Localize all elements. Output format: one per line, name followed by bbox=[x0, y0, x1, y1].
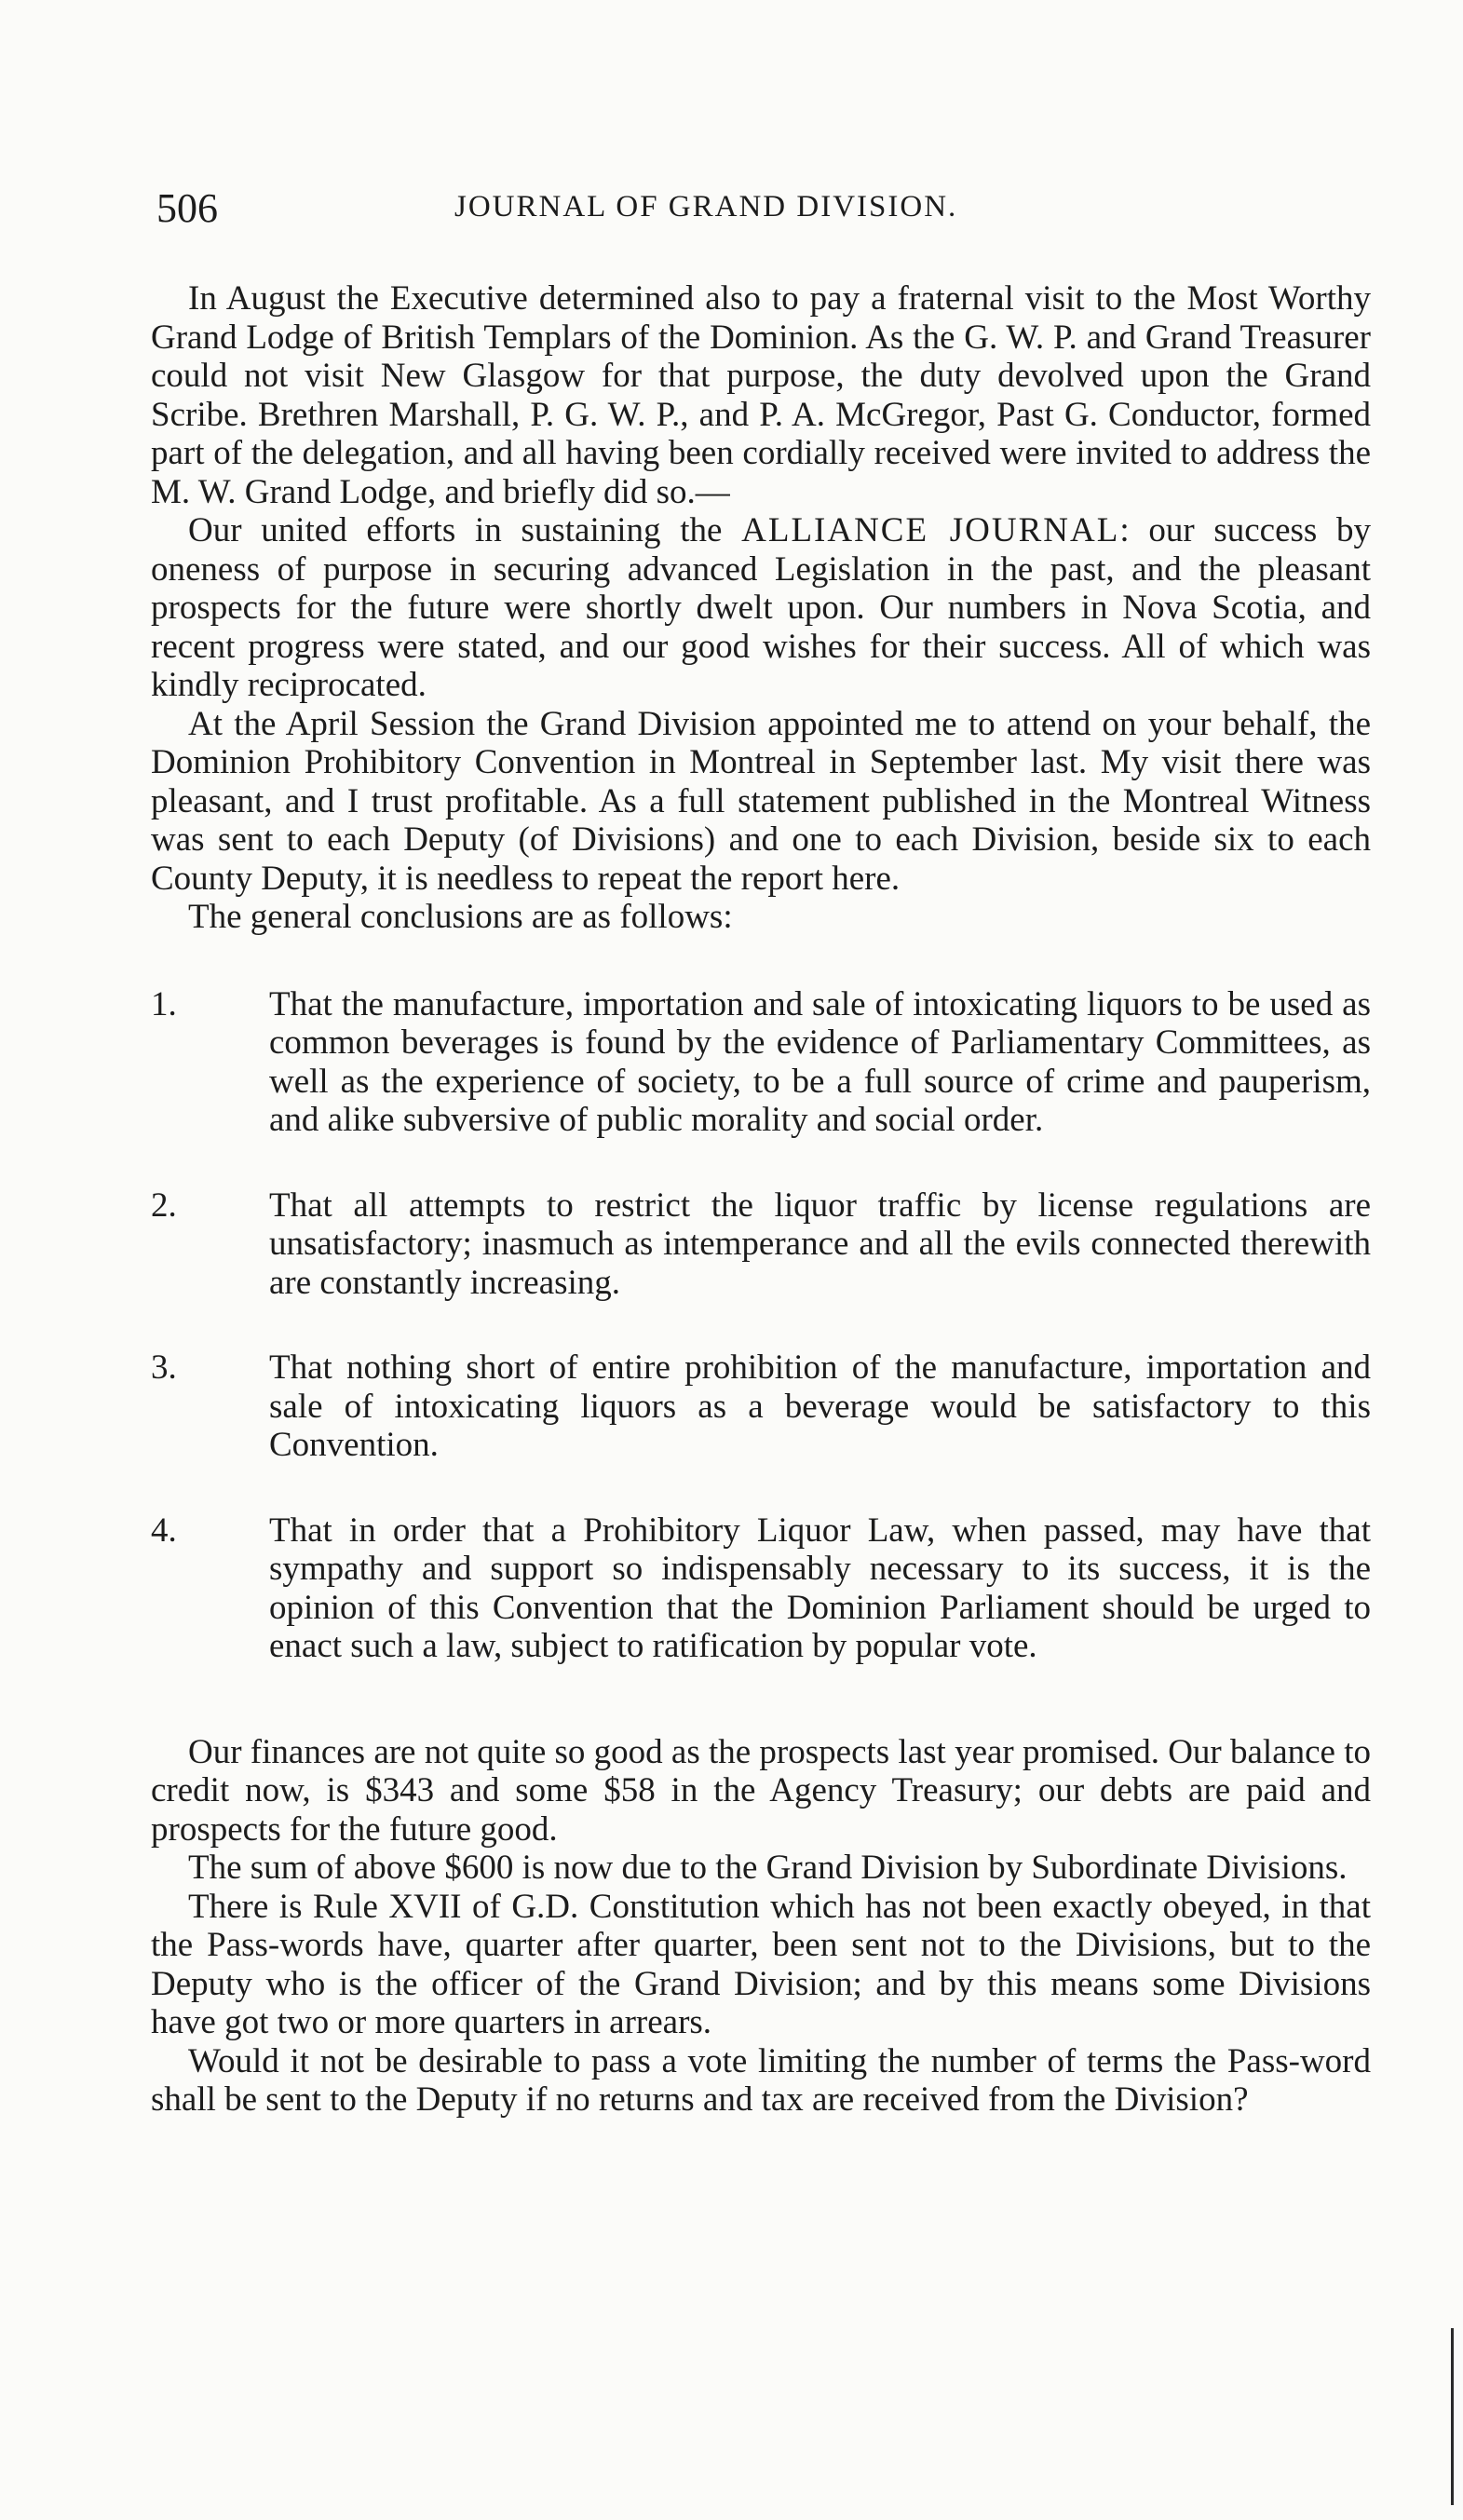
conclusion-number: 1. bbox=[151, 984, 177, 1023]
paragraph-password-vote: Would it not be desirable to pass a vote limiting the number of terms the Pass-word shall be sent to the Deputy if no returns and tax are received from the Division? bbox=[151, 2041, 1371, 2119]
paragraph-conclusions-intro: The general conclusions are as follows: bbox=[188, 898, 733, 936]
conclusion-text: That nothing short of entire prohibition of the manufacture, importation and sale of intoxicating liquors as a beverage would be satisfactory to this Convention. bbox=[269, 1348, 1371, 1464]
body-text bbox=[151, 279, 1371, 2120]
conclusion-text: That the manufacture, importation and sale of intoxicating liquors to be used as common beverages is found by the evidence of Parliamentary Committees, as well as the experience of society, to be a full source of crime and pauperism, and alike subversive of public morality and social order. bbox=[269, 984, 1371, 1139]
conclusion-text: That all attempts to restrict the liquor traffic by license regulations are unsatisfactory; inasmuch as intemperance and all the evils connected therewith are constantly increasing. bbox=[269, 1185, 1371, 1302]
margin-rule bbox=[1451, 2328, 1454, 2505]
alliance-journal-title: ALLIANCE JOURNAL bbox=[741, 511, 1120, 549]
conclusion-number: 2. bbox=[151, 1185, 177, 1225]
conclusion-item bbox=[151, 1511, 1371, 1666]
paragraph-alliance-lead: Our united efforts in sustaining the bbox=[188, 511, 742, 549]
paragraph-rule-xvii: There is Rule XVII of G.D. Constitution which has not been exactly obeyed, in that the Pass-words have, quarter after quarter, been sent not to the Divisions, but to the Deputy who is the officer of the Grand Division; and by this means some Divisions have got two or more quarters in arrears. bbox=[151, 1887, 1371, 2041]
conclusion-item bbox=[151, 985, 1371, 1140]
paragraph-april-session: At the April Session the Grand Division appointed me to attend on your behalf, the Dominion Prohibitory Convention in Montreal in September last. My visit there was pleasant, and I trust profitable. As a full statement published in the Montreal Witness was sent to each Deputy (of Divisions) and one to each Division, beside six to each County Deputy, it is needless to repeat the report here. bbox=[151, 704, 1371, 898]
conclusion-text: That in order that a Prohibitory Liquor Law, when passed, may have that sympathy and support so indispensably necessary to its success, it is the opinion of this Convention that the Dominion Parliament should be urged to enact such a law, subject to ratification by popular vote. bbox=[269, 1511, 1371, 1665]
conclusion-number: 4. bbox=[151, 1511, 177, 1550]
running-title: JOURNAL OF GRAND DIVISION. bbox=[454, 190, 958, 224]
paragraph-finances: Our finances are not quite so good as the prospects last year promised. Our balance to credit now, is $343 and some $58 in the Agency Treasury; our debts are paid and prospects for the future good. bbox=[151, 1732, 1371, 1849]
paragraph-alliance-rest: : our success by oneness of purpose in securing advanced Legislation in the past, and the pleasant prospects for the future were shortly dwelt upon. Our numbers in Nova Scotia, and recent progress were stated, and our good wishes for their success. All of which was kindly reciprocated. bbox=[151, 511, 1371, 704]
conclusions-list bbox=[151, 985, 1371, 1666]
page-number: 506 bbox=[156, 185, 218, 231]
conclusion-item bbox=[151, 1186, 1371, 1303]
conclusion-item bbox=[151, 1348, 1371, 1465]
conclusion-number: 3. bbox=[151, 1348, 177, 1387]
running-head bbox=[156, 184, 1367, 231]
paragraph-executive-visit: In August the Executive determined also to pay a fraternal visit to the Most Worthy Grand Lodge of British Templars of the Dominion. As the G. W. P. and Grand Treasurer could not visit New Glasgow for that purpose, the duty devolved upon the Grand Scribe. Brethren Marshall, P. G. W. P., and P. A. McGregor, Past G. Conductor, formed part of the delegation, and all having been cordially received were invited to address the M. W. Grand Lodge, and briefly did so.— bbox=[151, 279, 1371, 511]
paragraph-alliance-journal bbox=[151, 511, 1371, 705]
paragraph-amount-due: The sum of above $600 is now due to the Grand Division by Subordinate Divisions. bbox=[188, 1849, 1348, 1887]
